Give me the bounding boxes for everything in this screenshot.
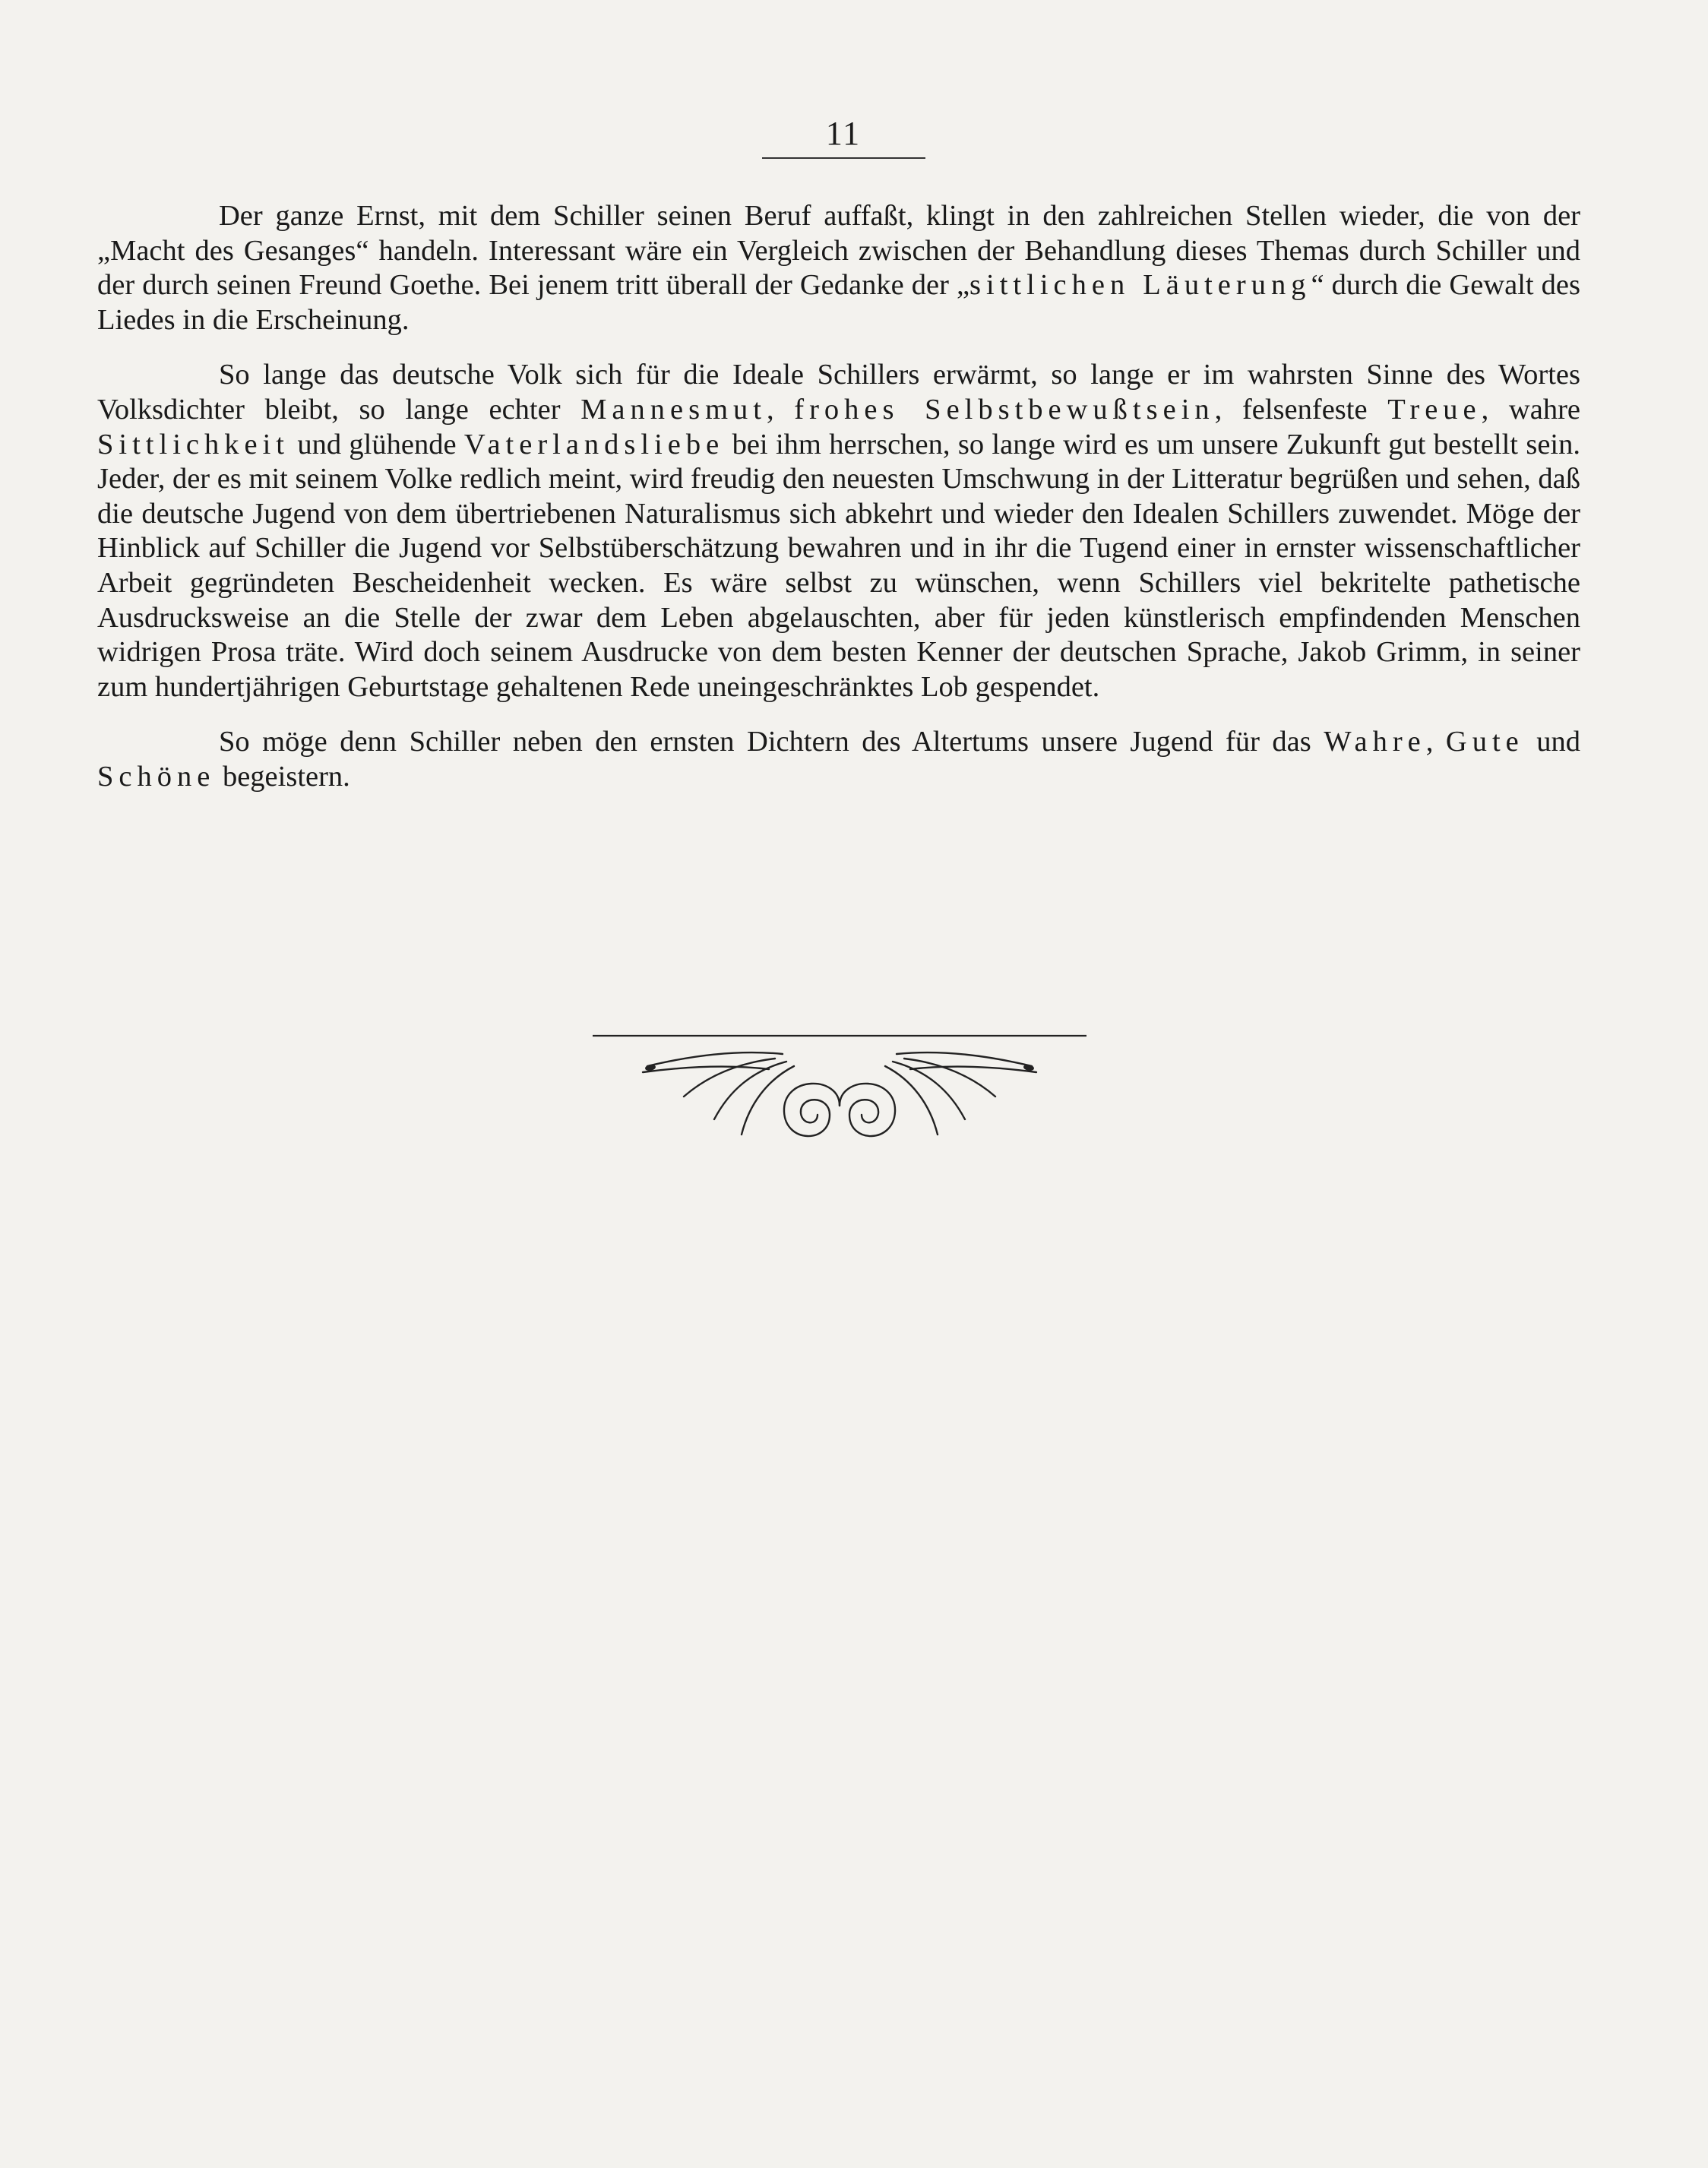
text-segment: begeistern. xyxy=(215,760,350,793)
page-number-rule xyxy=(762,157,925,159)
decorative-ornament-icon xyxy=(593,1030,1086,1151)
emphasized-text: frohes Selbstbewußtsein xyxy=(794,393,1215,426)
text-segment: So lange das deutsche Volk sich für die Ideale Schillers erwärmt, so lange er im wahrsten Sinne des Wortes Volksdichter bleibt, so lange echter xyxy=(97,359,1580,426)
text-segment: , xyxy=(766,393,795,426)
text-segment: und glühende xyxy=(289,428,464,461)
text-segment: So möge denn Schiller neben den ernsten Dichtern des Altertums unsere Jugend für das xyxy=(219,726,1324,758)
text-segment: “ durch die Gewalt des Liedes in die Erscheinung. xyxy=(97,269,1580,336)
paragraph xyxy=(97,358,1580,704)
emphasized-text: Schöne xyxy=(97,760,216,793)
text-segment: , xyxy=(1425,726,1446,758)
emphasized-text: Vaterlandsliebe xyxy=(463,428,725,461)
page-number: 11 xyxy=(825,115,862,152)
emphasized-text: Wahre xyxy=(1324,726,1426,758)
body-text xyxy=(97,199,1580,815)
text-segment: , felsenfeste xyxy=(1214,393,1388,426)
emphasized-text: Gute xyxy=(1445,726,1524,758)
emphasized-text: sittlichen Läuterung xyxy=(969,269,1311,302)
emphasized-text: Mannesmut xyxy=(580,393,767,426)
text-segment: Der ganze Ernst, mit dem Schiller seinen Beruf auffaßt, klingt in den zahlreichen Stellen wieder, die von der „Macht des Gesanges“ handeln. Interessant wäre ein Vergleich zwischen der Behandlung dieses Themas durch Schiller und der durch seinen Freund Goethe. Bei jenem tritt überall der Gedanke der „ xyxy=(97,200,1580,302)
text-segment: , wahre xyxy=(1481,393,1580,426)
text-segment: und xyxy=(1523,726,1581,758)
paragraph xyxy=(97,199,1580,337)
text-segment: bei ihm herrschen, so lange wird es um unsere Zukunft gut bestellt sein. Jeder, der es mit seinem Volke redlich meint, wird freudig den neuesten Umschwung in der Litteratur begrüßen und sehen, daß die deutsche Jugend von dem übertriebenen Naturalismus sich abkehrt und wieder den Idealen Schillers zuwendet. Möge der Hinblick auf Schiller die Jugend vor Selbstüberschätzung bewahren und in ihr die Tugend einer in ernster wissenschaftlicher Arbeit gegründeten Bescheidenheit wecken. Es wäre selbst zu wünschen, wenn Schillers viel bekritelte pathetische Ausdrucksweise an die Stelle der zwar dem Leben abgelauschten, aber für jeden künstlerisch empfindenden Menschen widrigen Prosa träte. Wird doch seinem Ausdrucke von dem besten Kenner der deutschen Sprache, Jakob Grimm, in seiner zum hundertjährigen Geburtstage gehaltenen Rede uneingeschränktes Lob gespendet. xyxy=(97,428,1581,703)
emphasized-text: Treue xyxy=(1387,393,1482,426)
paragraph xyxy=(97,725,1580,794)
emphasized-text: Sittlichkeit xyxy=(97,428,289,461)
